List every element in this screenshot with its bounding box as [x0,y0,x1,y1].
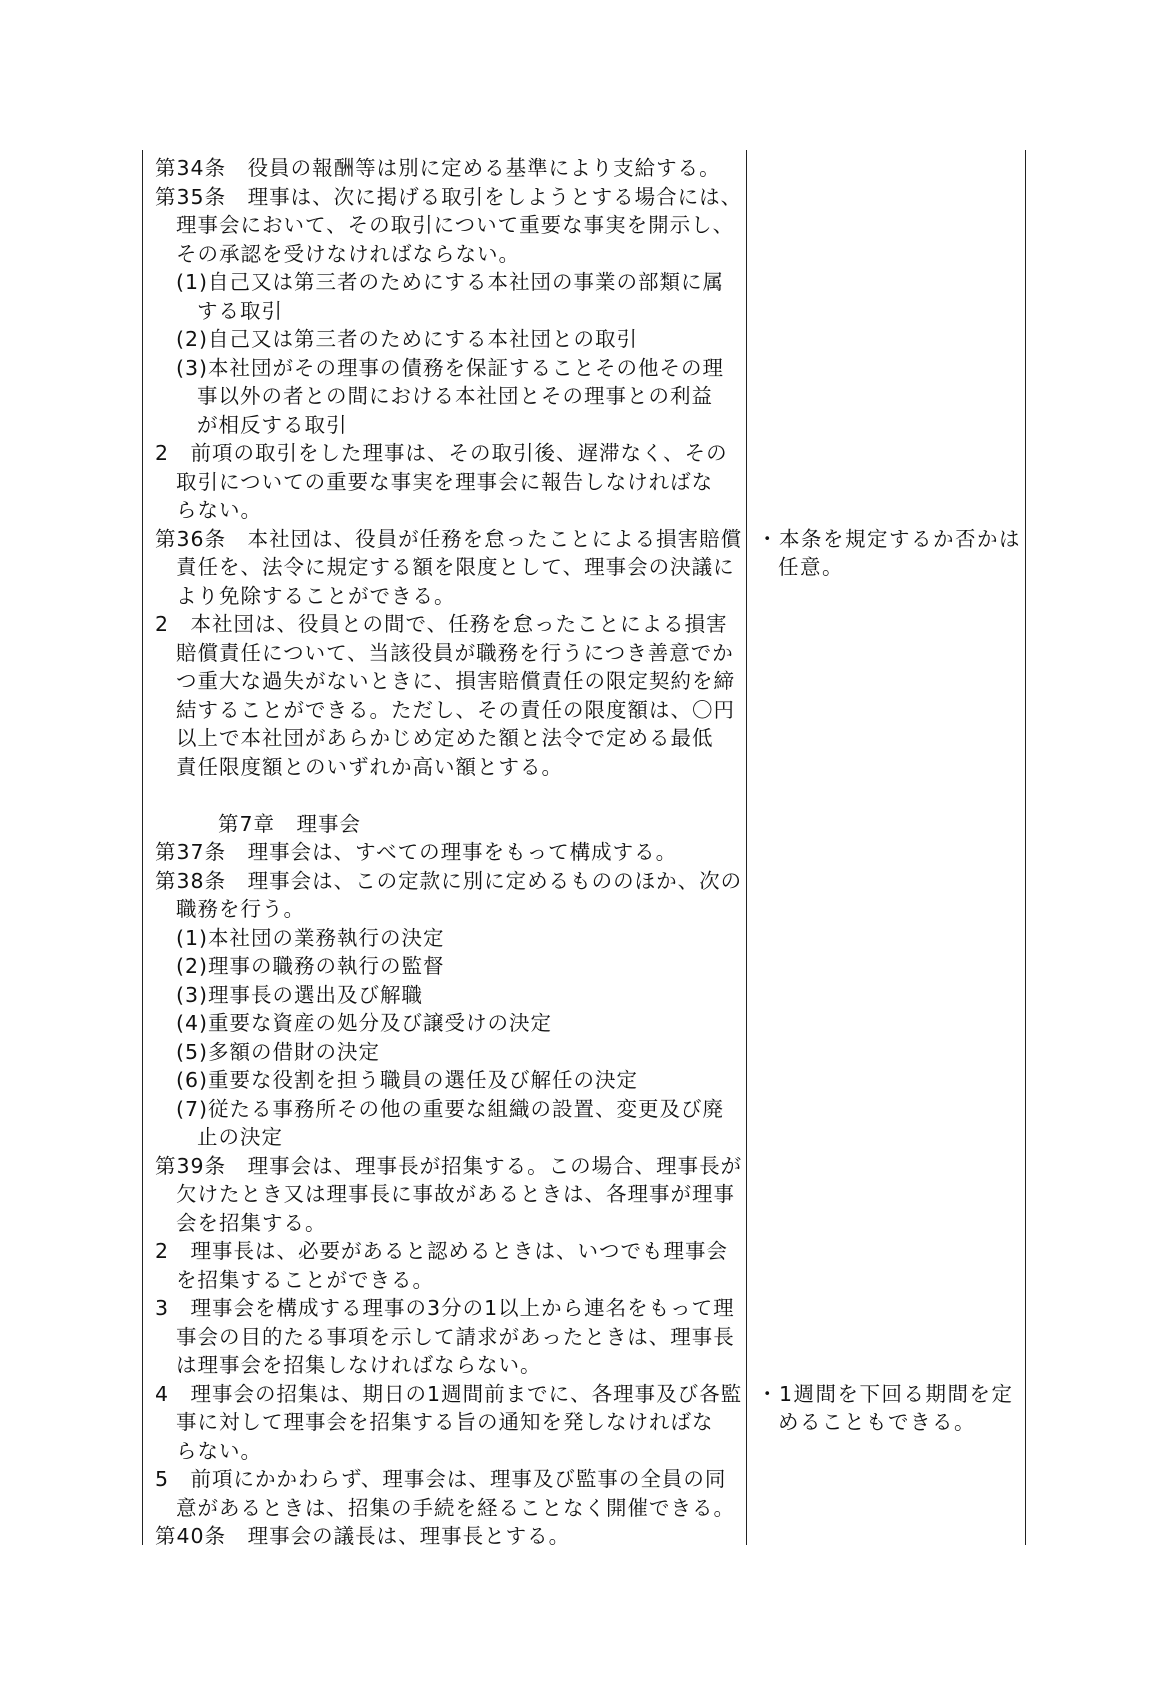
article-line: 理事会において、その取引について重要な事実を開示し、 [176,213,735,237]
article-line: 第38条 理事会は、この定款に別に定めるもののほか、次の [155,868,743,893]
article-line: 職務を行う。 [176,897,305,921]
article-line: (5)多額の借財の決定 [176,1039,381,1064]
article-line: 2 前項の取引をした理事は、その取引後、遅滞なく、その [155,441,728,465]
article-line: 4 理事会の招集は、期日の1週間前までに、各理事及び各監 [155,1381,743,1406]
blank-line [155,781,737,810]
article-line: 事に対して理事会を招集する旨の通知を発しなければな [176,1410,714,1434]
article-line: する取引 [197,298,283,323]
note-line: 任意。 [778,555,844,579]
article-line: 以上で本社団があらかじめ定めた額と法令で定める最低 [176,726,714,750]
article-line: (1)本社団の業務執行の決定 [176,925,445,950]
note-line: めることもできる。 [778,1410,976,1434]
article-line: 第39条 理事会は、理事長が招集する。この場合、理事長が [155,1153,743,1178]
article-line: 責任を、法令に規定する額を限度として、理事会の決議に [176,555,735,579]
article-line: 第35条 理事は、次に掲げる取引をしようとする場合には、 [155,184,743,209]
article-line: 欠けたとき又は理事長に事故があるときは、各理事が理事 [176,1182,735,1206]
chapter-heading: 第7章 理事会 [218,811,362,836]
article-line: 第34条 役員の報酬等は別に定める基準により支給する。 [155,156,721,180]
article-line: 賠償責任について、当該役員が職務を行うにつき善意でか [176,640,734,665]
article-line: 結することができる。ただし、その責任の限度額は、〇円 [176,697,735,722]
article-line: つ重大な過失がないときに、損害賠償責任の限定契約を締 [176,669,735,693]
article-line: 事会の目的たる事項を示して請求があったときは、理事長 [176,1324,735,1349]
article-line: 責任限度額とのいずれか高い額とする。 [176,754,563,779]
article-line: 5 前項にかかわらず、理事会は、理事及び監事の全員の同 [155,1467,727,1491]
article-line: (2)理事の職務の執行の監督 [176,954,445,978]
article-line: (6)重要な役割を担う職員の選任及び解任の決定 [176,1068,639,1092]
article-line: らない。 [176,1438,262,1463]
article-line: 第40条 理事会の議長は、理事長とする。 [155,1524,571,1548]
note-line: ・本条を規定するか否かは [757,526,1021,551]
article-line: (3)本社団がその理事の債務を保証することその他その理 [176,355,725,380]
article-line: 事以外の者との間における本社団とその理事との利益 [197,384,713,408]
article-line: (2)自己又は第三者のためにする本社団との取引 [176,327,639,351]
article-line: 2 理事長は、必要があると認めるときは、いつでも理事会 [155,1239,729,1263]
article-line: (4)重要な資産の処分及び譲受けの決定 [176,1011,553,1035]
article-line: その承認を受けなければならない。 [176,241,520,266]
article-line: より免除することができる。 [176,583,456,608]
articles-column [155,154,743,1551]
table-right-border [1025,150,1026,1545]
article-line: 2 本社団は、役員との間で、任務を怠ったことによる損害 [155,612,728,636]
article-line: (1)自己又は第三者のためにする本社団の事業の部類に属 [176,270,725,294]
article-line: が相反する取引 [197,412,348,437]
article-line: らない。 [176,498,262,522]
article-line: 意があるときは、招集の手続を経ることなく開催できる。 [176,1495,735,1520]
article-line: 止の決定 [197,1125,283,1149]
table-left-border [142,150,143,1545]
article-line: (7)従たる事務所その他の重要な組織の設置、変更及び廃 [176,1096,725,1121]
note-line: ・1週間を下回る期間を定 [757,1381,1014,1406]
article-line: は理事会を招集しなければならない。 [176,1353,542,1377]
commentary-note [757,525,1019,582]
column-divider [746,150,747,1545]
article-line: 3 理事会を構成する理事の3分の1以上から連名をもって理 [155,1296,735,1320]
commentary-note [757,1380,1019,1437]
article-line: 第36条 本社団は、役員が任務を怠ったことによる損害賠償 [155,526,743,551]
article-line: を招集することができる。 [176,1267,434,1292]
article-line: 会を招集する。 [176,1210,327,1235]
article-line: 取引についての重要な事実を理事会に報告しなければな [176,469,714,494]
article-line: (3)理事長の選出及び解職 [176,982,424,1007]
article-line: 第37条 理事会は、すべての理事をもって構成する。 [155,840,678,864]
